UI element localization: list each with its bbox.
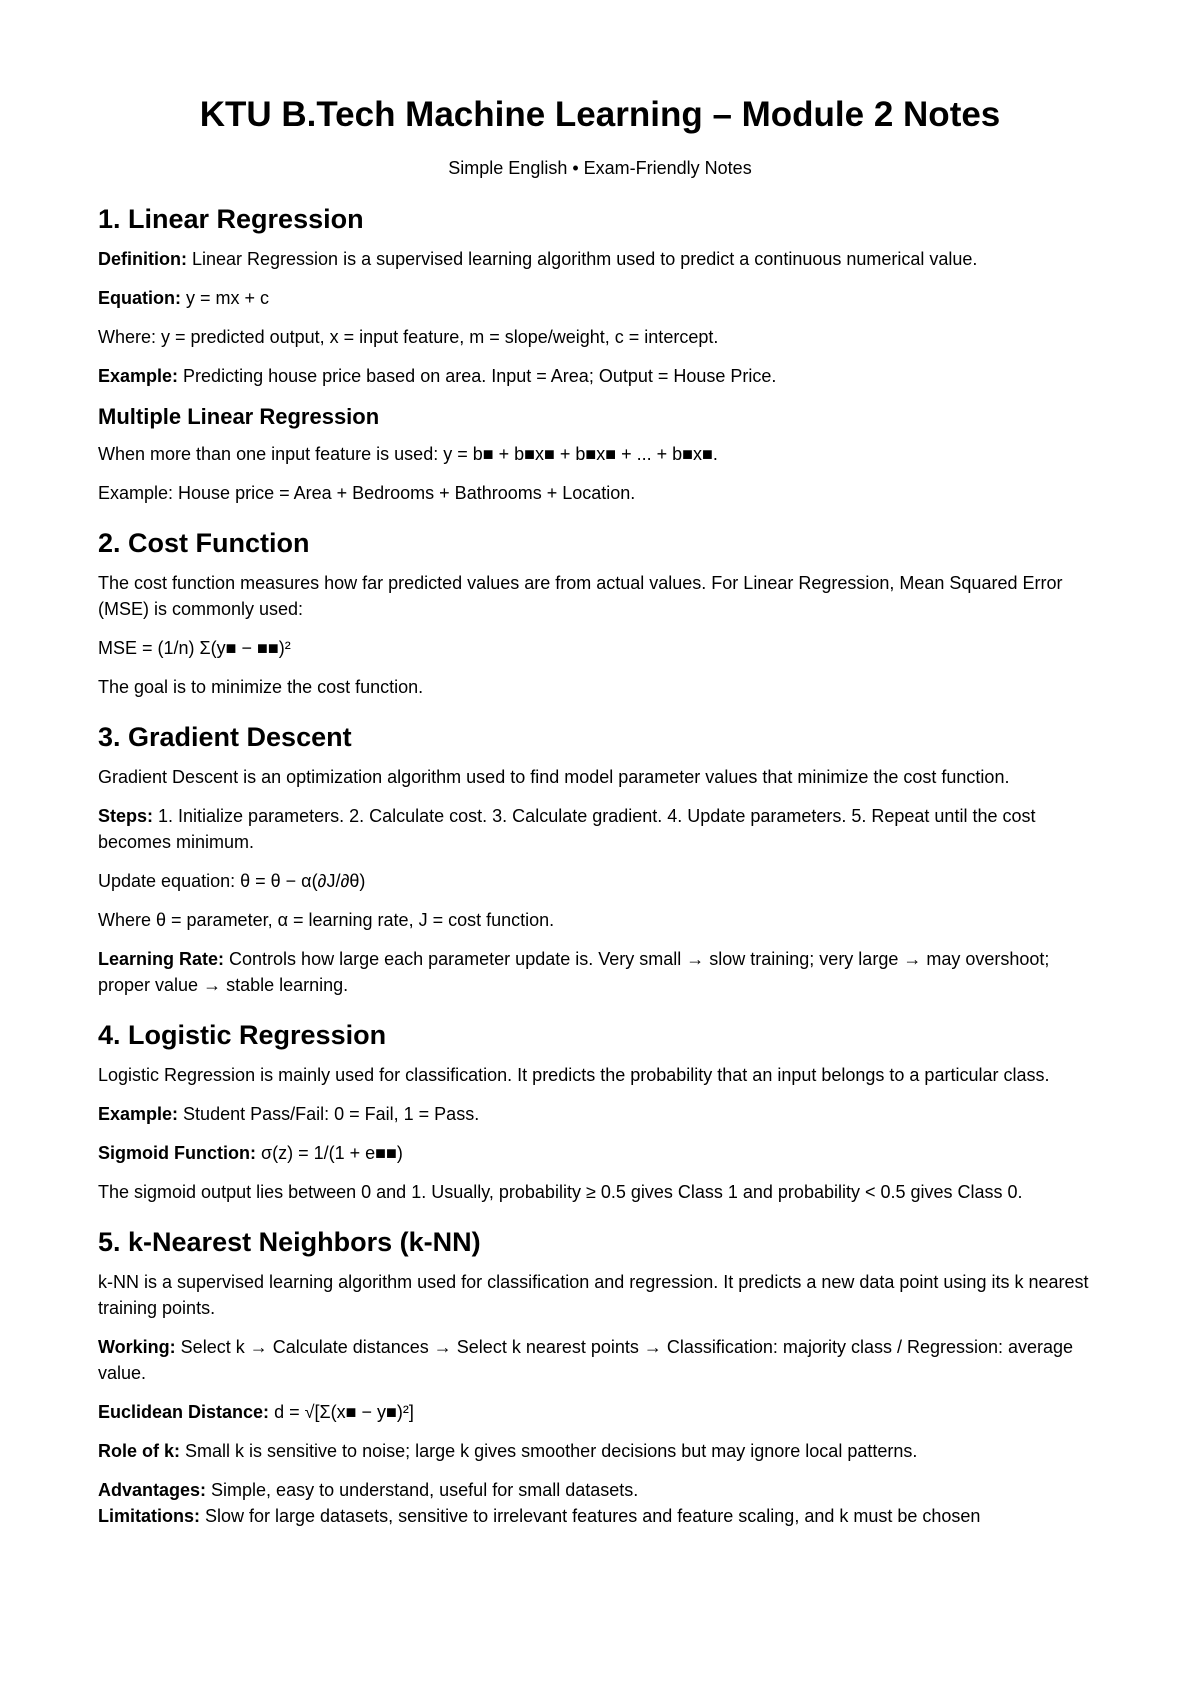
multiple-regression-equation: When more than one input feature is used: y = b■ + b■x■ + b■x■ + ... + b■x■. — [98, 444, 718, 464]
section-heading-knn: 5. k-Nearest Neighbors (k-NN) — [98, 1227, 481, 1257]
logistic-regression-example — [98, 1101, 1102, 1127]
subheading-multiple-linear-regression: Multiple Linear Regression — [98, 404, 380, 429]
linear-regression-equation — [98, 285, 1102, 311]
working-text: Select k → Calculate distances → Select k nearest points → Classification: majority class / Regression: average value. — [98, 1337, 1074, 1383]
steps-label: Steps: — [98, 806, 154, 826]
euclidean-distance — [98, 1399, 1102, 1425]
sigmoid-text: σ(z) = 1/(1 + e■■) — [255, 1143, 403, 1163]
steps-text: 1. Initialize parameters. 2. Calculate cost. 3. Calculate gradient. 4. Update parameters. 5. Repeat until the cost becomes minimum. — [98, 806, 1036, 852]
gradient-descent-where: Where θ = parameter, α = learning rate, J = cost function. — [98, 910, 555, 930]
working-label: Working: — [98, 1337, 176, 1357]
section-heading-linear-regression: 1. Linear Regression — [98, 204, 364, 234]
role-of-k — [98, 1438, 1102, 1464]
role-of-k-text: Small k is sensitive to noise; large k gives smoother decisions but may ignore local patterns. — [180, 1441, 918, 1461]
sigmoid-label: Sigmoid Function: — [98, 1143, 256, 1163]
limitations-text: Slow for large datasets, sensitive to irrelevant features and feature scaling, and k must be chosen — [200, 1506, 981, 1526]
limitations-label: Limitations: — [98, 1506, 200, 1526]
section-heading-gradient-descent: 3. Gradient Descent — [98, 722, 352, 752]
equation-text: y = mx + c — [181, 288, 270, 308]
linear-regression-where: Where: y = predicted output, x = input feature, m = slope/weight, c = intercept. — [98, 327, 719, 347]
advantages-text: Simple, easy to understand, useful for small datasets. — [206, 1480, 639, 1500]
knn-advantages — [98, 1477, 1102, 1503]
euclidean-text: d = √[Σ(x■ − y■)²] — [269, 1402, 414, 1422]
learning-rate-text: Controls how large each parameter update is. Very small → slow training; very large → may overshoot; proper value → stable learning. — [98, 949, 1050, 995]
multiple-regression-example: Example: House price = Area + Bedrooms + Bathrooms + Location. — [98, 483, 636, 503]
learning-rate-label: Learning Rate: — [98, 949, 225, 969]
knn-limitations — [98, 1503, 1102, 1529]
linear-regression-definition — [98, 246, 1102, 272]
sigmoid-output: The sigmoid output lies between 0 and 1. Usually, probability ≥ 0.5 gives Class 1 and probability < 0.5 gives Class 0. — [98, 1182, 1023, 1202]
advantages-label: Advantages: — [98, 1480, 207, 1500]
example-label: Example: — [98, 366, 179, 386]
document-subtitle: Simple English • Exam-Friendly Notes — [448, 158, 752, 178]
cost-function-intro: The cost function measures how far predicted values are from actual values. For Linear Regression, Mean Squared Error (MSE) is commonly used: — [98, 573, 1063, 619]
cost-function-goal: The goal is to minimize the cost function. — [98, 677, 424, 697]
gradient-descent-intro: Gradient Descent is an optimization algorithm used to find model parameter values that minimize the cost function. — [98, 767, 1010, 787]
knn-intro: k-NN is a supervised learning algorithm used for classification and regression. It predicts a new data point using its k nearest training points. — [98, 1272, 1089, 1318]
role-of-k-label: Role of k: — [98, 1441, 181, 1461]
logistic-regression-intro: Logistic Regression is mainly used for classification. It predicts the probability that an input belongs to a particular class. — [98, 1065, 1050, 1085]
equation-label: Equation: — [98, 288, 181, 308]
gradient-descent-steps — [98, 803, 1102, 855]
example-text: Predicting house price based on area. Input = Area; Output = House Price. — [178, 366, 777, 386]
euclidean-label: Euclidean Distance: — [98, 1402, 270, 1422]
learning-rate — [98, 946, 1102, 998]
mse-formula: MSE = (1/n) Σ(y■ − ■■)² — [98, 638, 291, 658]
linear-regression-example — [98, 363, 1102, 389]
definition-label: Definition: — [98, 249, 187, 269]
update-equation: Update equation: θ = θ − α(∂J/∂θ) — [98, 871, 366, 891]
sigmoid-function — [98, 1140, 1102, 1166]
document-title: KTU B.Tech Machine Learning – Module 2 Notes — [199, 95, 1001, 134]
section-heading-cost-function: 2. Cost Function — [98, 528, 310, 558]
section-heading-logistic-regression: 4. Logistic Regression — [98, 1020, 387, 1050]
knn-working — [98, 1334, 1102, 1386]
logistic-example-label: Example: — [98, 1104, 179, 1124]
definition-text: Linear Regression is a supervised learning algorithm used to predict a continuous numerical value. — [186, 249, 978, 269]
logistic-example-text: Student Pass/Fail: 0 = Fail, 1 = Pass. — [178, 1104, 480, 1124]
